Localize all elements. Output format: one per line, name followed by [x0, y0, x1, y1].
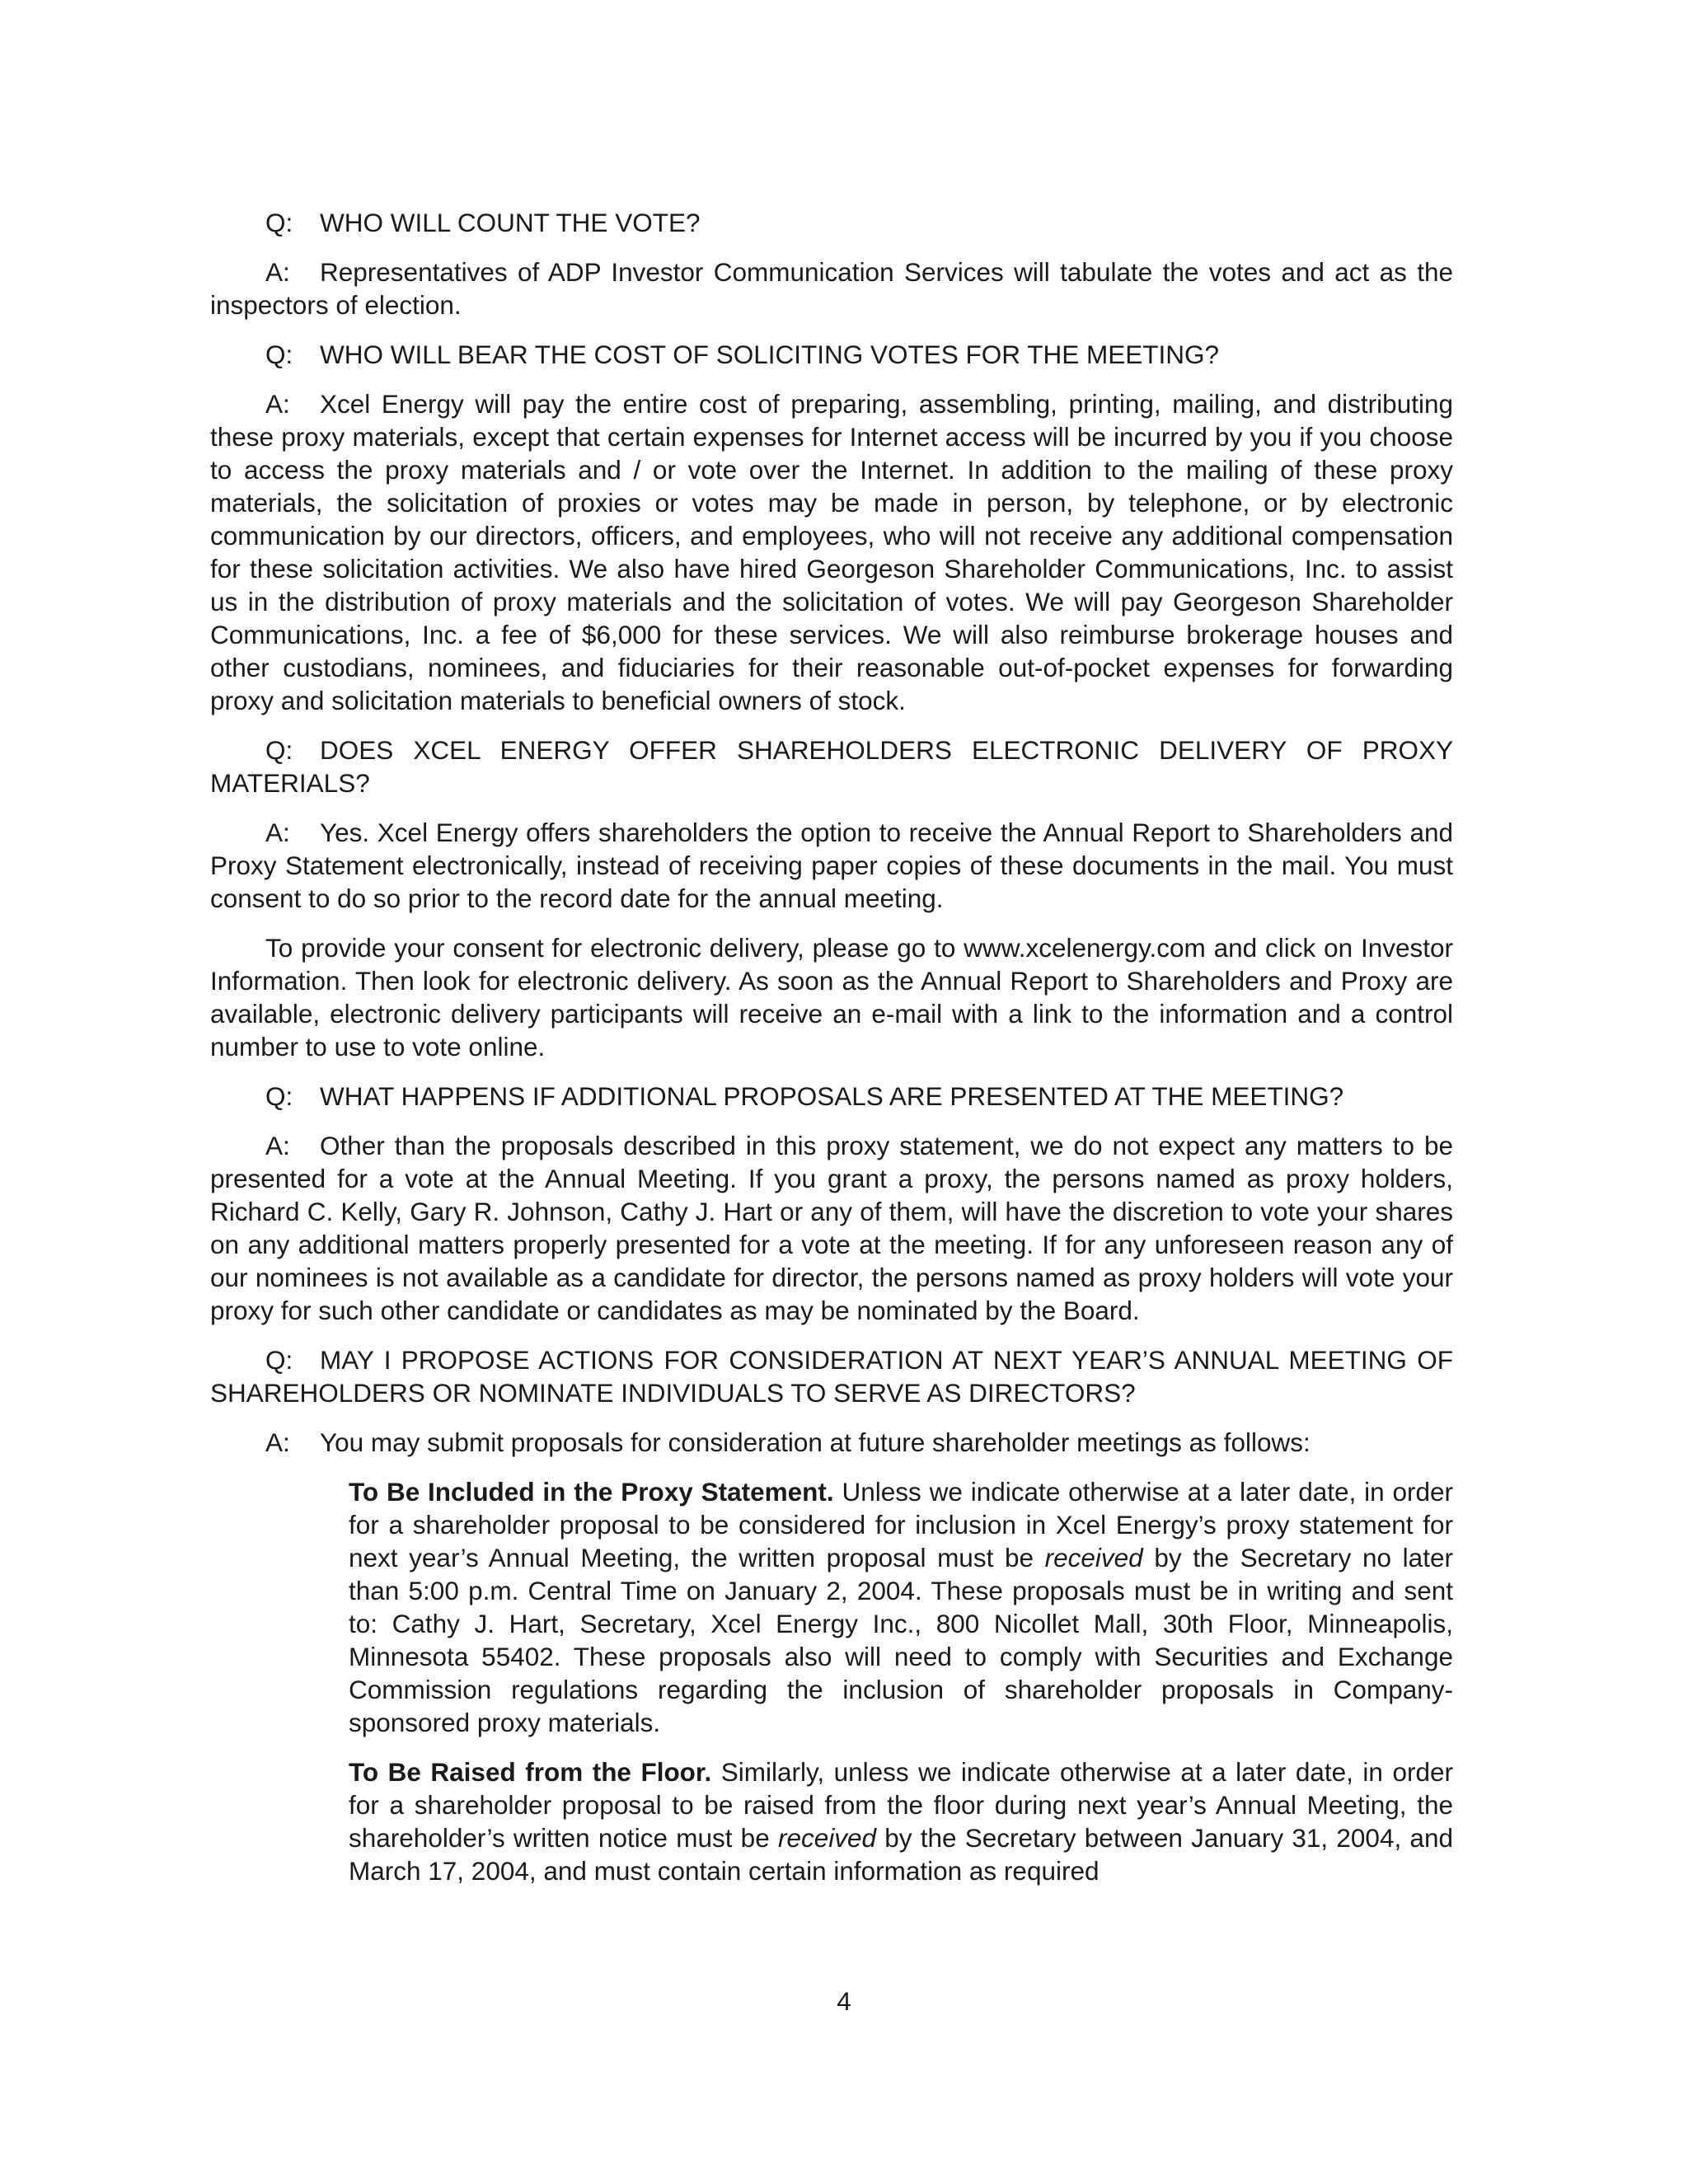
proxy-statement-text: Unless we indicate otherwise at a later date, in order for a shareholder proposal to be considered for inclusion in Xcel Energy’s proxy statement for next year’s Annual Meeting, the written proposal must be	[349, 1477, 1453, 1572]
q-label: Q:	[265, 1081, 293, 1111]
a-label: A:	[265, 818, 290, 847]
document-page	[210, 206, 1453, 1904]
answer-cost	[210, 387, 1453, 717]
answer-text: Xcel Energy will pay the entire cost of preparing, assembling, printing, mailing, and distributing these proxy materials, except that certain expenses for Internet access will be incurred by you if you choose to access the proxy materials and / or vote over the Internet. In addition to the mailing of these proxy materials, the solicitation of proxies or votes may be made in person, by telephone, or by electronic communication by our directors, officers, and employees, who will not receive any additional compensation for these solicitation activities. We also have hired Georgeson Shareholder Communications, Inc. to assist us in the distribution of proxy materials and the solicitation of votes. We will pay Georgeson Shareholder Communications, Inc. a fee of $6,000 for these services. We will also reimburse brokerage houses and other custodians, nominees, and fiduciaries for their reasonable out-of-pocket expenses for forwarding proxy and solicitation materials to beneficial owners of stock.	[210, 389, 1453, 715]
a-label: A:	[265, 257, 290, 287]
q-label: Q:	[265, 340, 293, 369]
answer-text: Representatives of ADP Investor Communication Services will tabulate the votes and act as the inspectors of election.	[210, 257, 1453, 320]
answer-text: You may submit proposals for consideration at future shareholder meetings as follows:	[320, 1427, 1311, 1457]
question-text: WHAT HAPPENS IF ADDITIONAL PROPOSALS ARE PRESENTED AT THE MEETING?	[320, 1081, 1344, 1111]
floor-text: Similarly, unless we indicate otherwise at a later date, in order for a shareholder proposal to be raised from the floor during next year’s Annual Meeting, the shareholder’s written notice must be	[349, 1757, 1453, 1853]
question-cost	[210, 338, 1453, 371]
q-label: Q:	[265, 735, 293, 765]
floor-text-continued: by the Secretary between January 31, 2004, and March 17, 2004, and must contain certain information as required	[349, 1823, 1453, 1886]
a-label: A:	[265, 389, 290, 419]
floor-proposals	[349, 1755, 1453, 1887]
question-text: MAY I PROPOSE ACTIONS FOR CONSIDERATION AT NEXT YEAR’S ANNUAL MEETING OF SHAREHOLDERS OR NOMINATE INDIVIDUALS TO SERVE AS DIRECTORS?	[210, 1345, 1453, 1408]
question-electronic-delivery	[210, 733, 1453, 799]
floor-heading: To Be Raised from the Floor.	[349, 1757, 712, 1787]
answer-count-vote	[210, 255, 1453, 321]
a-label: A:	[265, 1427, 290, 1457]
question-text: WHO WILL COUNT THE VOTE?	[320, 208, 701, 237]
q-label: Q:	[265, 1345, 293, 1375]
answer-propose-actions	[210, 1426, 1453, 1459]
question-additional-proposals	[210, 1080, 1453, 1113]
electronic-delivery-instructions: To provide your consent for electronic delivery, please go to www.xcelenergy.com and click on Investor Information. Then look for electronic delivery. As soon as the Annual Report to Shareholders and Proxy are available, electronic delivery participants will receive an e-mail with a link to the information and a control number to use to vote online.	[210, 933, 1453, 1062]
question-text: WHO WILL BEAR THE COST OF SOLICITING VOTES FOR THE MEETING?	[320, 340, 1219, 369]
floor-emphasis: received	[777, 1823, 877, 1853]
answer-text: Yes. Xcel Energy offers shareholders the option to receive the Annual Report to Shareholders and Proxy Statement electronically, instead of receiving paper copies of these documents in the mail. You must consent to do so prior to the record date for the annual meeting.	[210, 818, 1453, 913]
question-propose-actions	[210, 1343, 1453, 1409]
proxy-statement-text-continued: by the Secretary no later than 5:00 p.m. Central Time on January 2, 2004. These proposals must be in writing and sent to: Cathy J. Hart, Secretary, Xcel Energy Inc., 800 Nicollet Mall, 30th Floor, Minneapolis, Minnesota 55402. These proposals also will need to comply with Securities and Exchange Commission regulations regarding the inclusion of shareholder proposals in Company-sponsored proxy materials.	[349, 1543, 1453, 1737]
proxy-statement-heading: To Be Included in the Proxy Statement.	[349, 1477, 834, 1507]
answer-electronic-delivery	[210, 816, 1453, 915]
a-label: A:	[265, 1131, 290, 1160]
answer-text: Other than the proposals described in this proxy statement, we do not expect any matters to be presented for a vote at the Annual Meeting. If you grant a proxy, the persons named as proxy holders, Richard C. Kelly, Gary R. Johnson, Cathy J. Hart or any of them, will have the discretion to vote your shares on any additional matters properly presented for a vote at the meeting. If for any unforeseen reason any of our nominees is not available as a candidate for director, the persons named as proxy holders will vote your proxy for such other candidate or candidates as may be nominated by the Board.	[210, 1131, 1453, 1325]
q-label: Q:	[265, 208, 293, 237]
question-count-vote	[210, 206, 1453, 239]
answer-additional-proposals	[210, 1129, 1453, 1327]
question-text: DOES XCEL ENERGY OFFER SHAREHOLDERS ELECTRONIC DELIVERY OF PROXY MATERIALS?	[210, 735, 1453, 798]
proxy-statement-proposals	[349, 1475, 1453, 1739]
proxy-statement-emphasis: received	[1044, 1543, 1143, 1572]
page-number: 4	[837, 1986, 851, 2016]
